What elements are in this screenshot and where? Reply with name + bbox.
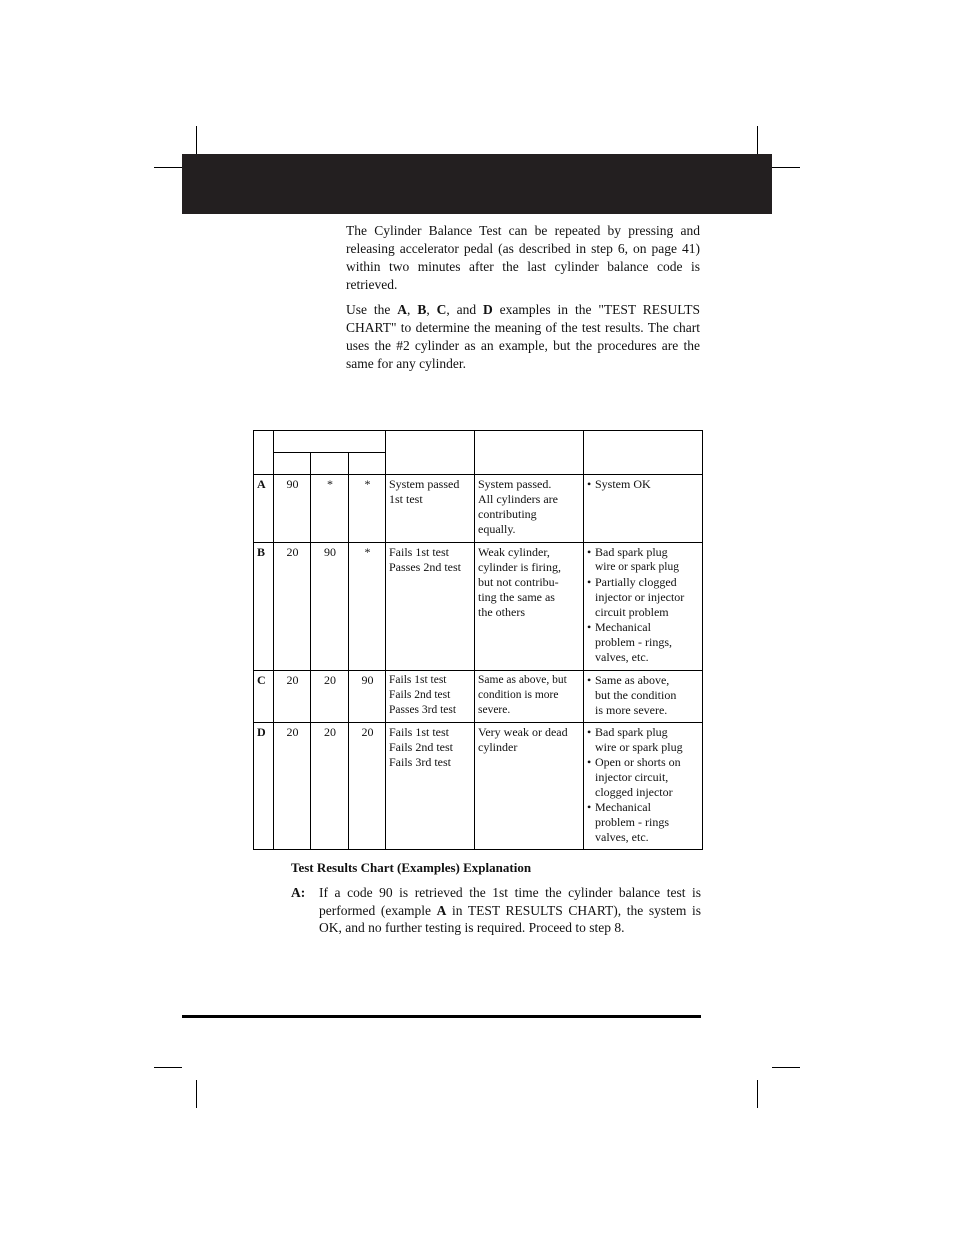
- cell-line: Same as above,: [595, 673, 670, 688]
- cell-line: Bad spark plug: [595, 725, 668, 740]
- code-cell: *: [349, 542, 386, 671]
- cell-line: but not contribu-: [478, 574, 559, 589]
- header-cell: [274, 431, 386, 453]
- explanation-a: [291, 884, 701, 937]
- cell-line: Very weak or dead: [478, 725, 568, 740]
- cell-line: Fails 3rd test: [389, 755, 451, 770]
- cell-line: but the condition: [595, 688, 677, 703]
- cause-item: [587, 800, 700, 845]
- test-results-chart: [253, 430, 703, 850]
- example-label: D: [254, 723, 274, 850]
- code-cell: *: [349, 475, 386, 542]
- cell-line: condition is more: [478, 689, 559, 702]
- cause-item: [587, 477, 700, 492]
- header-cell: [386, 431, 475, 475]
- cell-line: clogged injector: [595, 785, 673, 800]
- result-cell: [386, 475, 475, 542]
- bottom-rule: [182, 1015, 701, 1018]
- table-row: [254, 723, 703, 850]
- bullet: •: [587, 725, 592, 740]
- cell-line: Fails 1st test: [389, 725, 450, 740]
- cell-line: Open or shorts on: [595, 755, 681, 770]
- code-cell: 90: [274, 475, 311, 542]
- code-cell: 20: [311, 723, 349, 850]
- cause-text: [595, 673, 676, 718]
- cell-line: injector circuit,: [595, 770, 669, 785]
- meaning-cell: [475, 671, 584, 723]
- bullet: •: [587, 800, 592, 815]
- cell-line: cylinder is firing,: [478, 559, 561, 574]
- cell-line: severe.: [478, 704, 511, 717]
- causes-cell: [584, 723, 703, 850]
- cell-line: valves, etc.: [595, 830, 649, 845]
- cell-line: ting the same as: [478, 589, 555, 604]
- cause-text: [595, 800, 669, 845]
- code-cell: 20: [274, 542, 311, 671]
- cell-line: Fails 2nd test: [389, 689, 451, 702]
- cell-line: valves, etc.: [595, 649, 649, 664]
- cell-line: Mechanical: [595, 619, 651, 634]
- cell-line: Passes 3rd test: [389, 704, 457, 717]
- cause-text: [595, 755, 681, 800]
- bullet: •: [587, 477, 592, 492]
- cell-line: is more severe.: [595, 703, 668, 718]
- cell-line: the others: [478, 604, 525, 619]
- header-cell: [584, 431, 703, 475]
- bullet: •: [587, 755, 592, 770]
- meaning-cell: [475, 475, 584, 542]
- cell-line: Same as above, but: [478, 674, 567, 687]
- crop-mark: [154, 167, 182, 168]
- cause-item: [587, 725, 700, 755]
- cell-line: Mechanical: [595, 800, 651, 815]
- table-row: [254, 475, 703, 542]
- bullet: •: [587, 544, 592, 559]
- result-cell: [386, 723, 475, 850]
- cell-line: Fails 1st test: [389, 674, 447, 687]
- cell-line: Passes 2nd test: [389, 559, 461, 574]
- causes-cell: [584, 475, 703, 542]
- crop-mark: [196, 126, 197, 154]
- cell-line: Fails 2nd test: [389, 740, 454, 755]
- cell-line: circuit problem: [595, 604, 669, 619]
- cell-line: All cylinders are: [478, 492, 558, 507]
- crop-mark: [154, 1067, 182, 1068]
- cell-line: equally.: [478, 522, 516, 537]
- code-cell: 20: [311, 671, 349, 723]
- cause-text: [595, 725, 683, 755]
- cause-item: [587, 755, 700, 800]
- result-cell: [386, 671, 475, 723]
- bullet: •: [587, 619, 592, 634]
- meaning-cell: [475, 542, 584, 671]
- causes-cell: [584, 542, 703, 671]
- cell-line: wire or spark plug: [595, 560, 679, 573]
- cell-line: Partially clogged: [595, 574, 677, 589]
- crop-mark: [757, 1080, 758, 1108]
- code-cell: *: [311, 475, 349, 542]
- cause-item: [587, 620, 700, 665]
- header-cell: [349, 453, 386, 475]
- cell-line: problem - rings,: [595, 634, 672, 649]
- result-cell: [386, 542, 475, 671]
- cause-text: [595, 575, 684, 620]
- cell-line: cylinder: [478, 740, 518, 755]
- table-row: [254, 671, 703, 723]
- cell-line: wire or spark plug: [595, 740, 683, 755]
- example-label: B: [254, 542, 274, 671]
- table-row: [254, 542, 703, 671]
- cell-line: contributing: [478, 507, 537, 522]
- crop-mark: [196, 1080, 197, 1108]
- example-label: A: [254, 475, 274, 542]
- cause-text: [595, 545, 679, 575]
- cause-item: [587, 673, 700, 718]
- crop-mark: [772, 1067, 800, 1068]
- cell-line: Bad spark plug: [595, 544, 668, 559]
- cause-text: [595, 477, 651, 492]
- code-cell: 90: [349, 671, 386, 723]
- cell-line: Fails 1st test: [389, 544, 450, 559]
- example-label: C: [254, 671, 274, 723]
- header-cell: [254, 431, 274, 475]
- cause-item: [587, 545, 700, 575]
- table-header-row: [254, 431, 703, 453]
- code-cell: 20: [274, 671, 311, 723]
- explanation-a-text: If a code 90 is retrieved the 1st time the cylinder balance test is performed (example A in TEST RESULTS CHART), the system is OK, and no further testing is required. Proceed to step 8.: [319, 885, 701, 935]
- header-cell: [311, 453, 349, 475]
- code-cell: 20: [349, 723, 386, 850]
- explanation-title: Test Results Chart (Examples) Explanation: [291, 860, 532, 875]
- code-cell: 20: [274, 723, 311, 850]
- code-cell: 90: [311, 542, 349, 671]
- header-bar: [182, 154, 772, 214]
- cell-line: System passed.: [478, 477, 552, 492]
- cell-line: injector or injector: [595, 589, 685, 604]
- cell-line: problem - rings: [595, 815, 669, 830]
- bullet: •: [587, 574, 592, 589]
- cell-line: System passed: [389, 477, 460, 492]
- intro-paragraph-1: The Cylinder Balance Test can be repeated by pressing and releasing accelerator pedal (as described in step 6, on page 41) within two minutes after the last cylinder balance code is retrieved.: [346, 223, 700, 292]
- header-cell: [274, 453, 311, 475]
- cause-text: [595, 620, 672, 665]
- causes-cell: [584, 671, 703, 723]
- explanation-a-label: A:: [291, 885, 306, 900]
- cause-item: [587, 575, 700, 620]
- bullet: •: [587, 673, 592, 688]
- cell-line: System OK: [595, 477, 651, 492]
- meaning-cell: [475, 723, 584, 850]
- header-cell: [475, 431, 584, 475]
- cell-line: 1st test: [389, 492, 423, 507]
- crop-mark: [757, 126, 758, 154]
- crop-mark: [772, 167, 800, 168]
- cell-line: Weak cylinder,: [478, 544, 550, 559]
- intro-paragraph-2: Use the A, B, C, and D examples in the "TEST RESULTS CHART" to determine the meaning of the test results. The chart uses the #2 cylinder as an example, but the procedures are the same for any cylinder.: [346, 302, 701, 371]
